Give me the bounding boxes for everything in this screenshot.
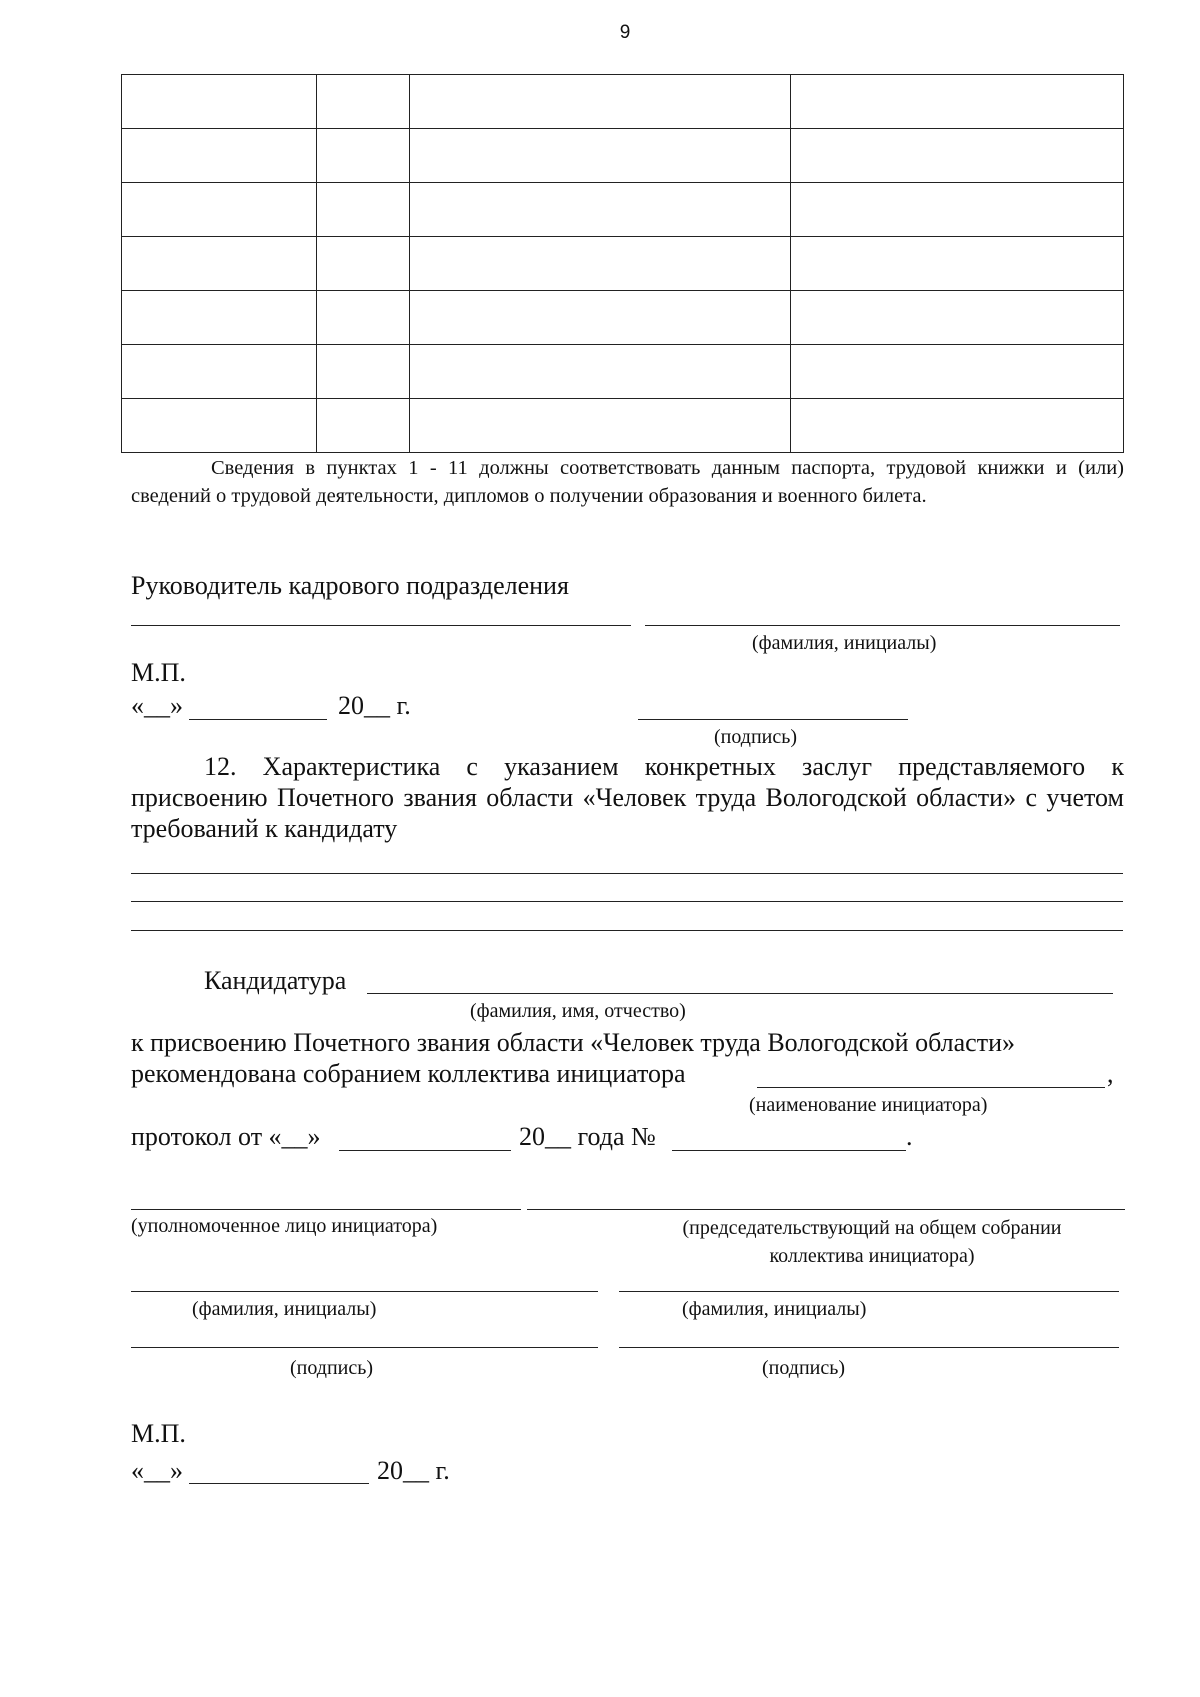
note-text: Сведения в пунктах 1 - 11 должны соответствовать данным паспорта, трудовой книжки и (или) сведений о трудовой деятельности, дипломов о получении образования и военного билета.: [131, 457, 1124, 507]
table-row: [122, 129, 1124, 183]
hr-date-line: [189, 719, 327, 720]
hr-head-line-left: [131, 625, 631, 626]
left-role-caption: (уполномоченное лицо инициатора): [131, 1215, 438, 1237]
protocol-period: .: [906, 1122, 913, 1151]
table-cell: [410, 291, 791, 345]
note-paragraph: [131, 454, 1124, 510]
right-name-caption: (фамилия, инициалы): [682, 1298, 867, 1320]
table-cell: [317, 183, 410, 237]
initiator-caption: (наименование инициатора): [749, 1094, 988, 1116]
table-cell: [317, 129, 410, 183]
candidacy-name-caption: (фамилия, имя, отчество): [470, 1000, 686, 1022]
candidacy-label: Кандидатура: [204, 966, 347, 995]
table-cell: [410, 399, 791, 453]
candidacy-line1: к присвоению Почетного звания области «Человек труда Вологодской области»: [131, 1028, 1015, 1057]
table-cell: [410, 129, 791, 183]
protocol-number-line: [672, 1150, 906, 1151]
hr-date-open: «__»: [131, 691, 183, 720]
candidacy-name-line: [367, 993, 1113, 994]
protocol-year: 20__ года №: [519, 1122, 656, 1151]
table-row: [122, 345, 1124, 399]
data-table: [121, 74, 1124, 453]
left-name-caption: (фамилия, инициалы): [192, 1298, 377, 1320]
candidacy-line2: рекомендована собранием коллектива инициатора: [131, 1059, 686, 1088]
table-cell: [122, 75, 317, 129]
hr-head-name-caption: (фамилия, инициалы): [752, 632, 937, 654]
table-cell: [317, 237, 410, 291]
right-role-line: [527, 1209, 1125, 1210]
left-name-line: [131, 1291, 598, 1292]
protocol-date-line: [339, 1150, 511, 1151]
table-cell: [122, 291, 317, 345]
item12-line-2: [131, 901, 1123, 902]
table-cell: [791, 129, 1124, 183]
table-cell: [122, 345, 317, 399]
item12-paragraph: [131, 751, 1124, 844]
table-cell: [791, 345, 1124, 399]
left-sign-line: [131, 1347, 598, 1348]
table-cell: [410, 345, 791, 399]
page-number: 9: [619, 22, 631, 43]
hr-head-title: Руководитель кадрового подразделения: [131, 571, 569, 600]
right-sign-line: [619, 1347, 1119, 1348]
table-cell: [122, 399, 317, 453]
table-cell: [791, 183, 1124, 237]
hr-signature-line: [638, 719, 908, 720]
table-cell: [317, 75, 410, 129]
footer-stamp: М.П.: [131, 1419, 186, 1448]
table-row: [122, 291, 1124, 345]
right-name-line: [619, 1291, 1119, 1292]
table-cell: [410, 237, 791, 291]
hr-signature-caption: (подпись): [714, 726, 798, 748]
table-cell: [410, 75, 791, 129]
table-cell: [791, 399, 1124, 453]
table-cell: [791, 237, 1124, 291]
left-sign-caption: (подпись): [290, 1357, 374, 1379]
table-cell: [317, 399, 410, 453]
table-row: [122, 237, 1124, 291]
footer-date-line: [189, 1483, 369, 1484]
table-row: [122, 75, 1124, 129]
hr-head-line-right: [645, 625, 1120, 626]
item12-text: 12. Характеристика с указанием конкретных заслуг представляемого к присвоению Почетного звания области «Человек труда Вологодской области» с учетом требований к кандидату: [131, 752, 1124, 843]
right-sign-caption: (подпись): [762, 1357, 846, 1379]
table-row: [122, 183, 1124, 237]
table-row: [122, 399, 1124, 453]
right-role-caption: (председательствующий на общем собрании коллектива инициатора): [682, 1217, 1062, 1267]
table-cell: [317, 291, 410, 345]
table-cell: [122, 237, 317, 291]
protocol-prefix: протокол от «__»: [131, 1122, 321, 1151]
table-cell: [122, 129, 317, 183]
table-cell: [410, 183, 791, 237]
table-cell: [317, 345, 410, 399]
initiator-comma: ,: [1107, 1059, 1114, 1088]
item12-line-1: [131, 873, 1123, 874]
table-cell: [791, 75, 1124, 129]
table-cell: [122, 183, 317, 237]
left-role-line: [131, 1209, 521, 1210]
hr-stamp: М.П.: [131, 658, 186, 687]
hr-date-year: 20__ г.: [338, 691, 411, 720]
footer-date-open: «__»: [131, 1456, 183, 1485]
table-cell: [791, 291, 1124, 345]
item12-line-3: [131, 930, 1123, 931]
footer-date-year: 20__ г.: [377, 1456, 450, 1485]
initiator-line: [757, 1087, 1105, 1088]
